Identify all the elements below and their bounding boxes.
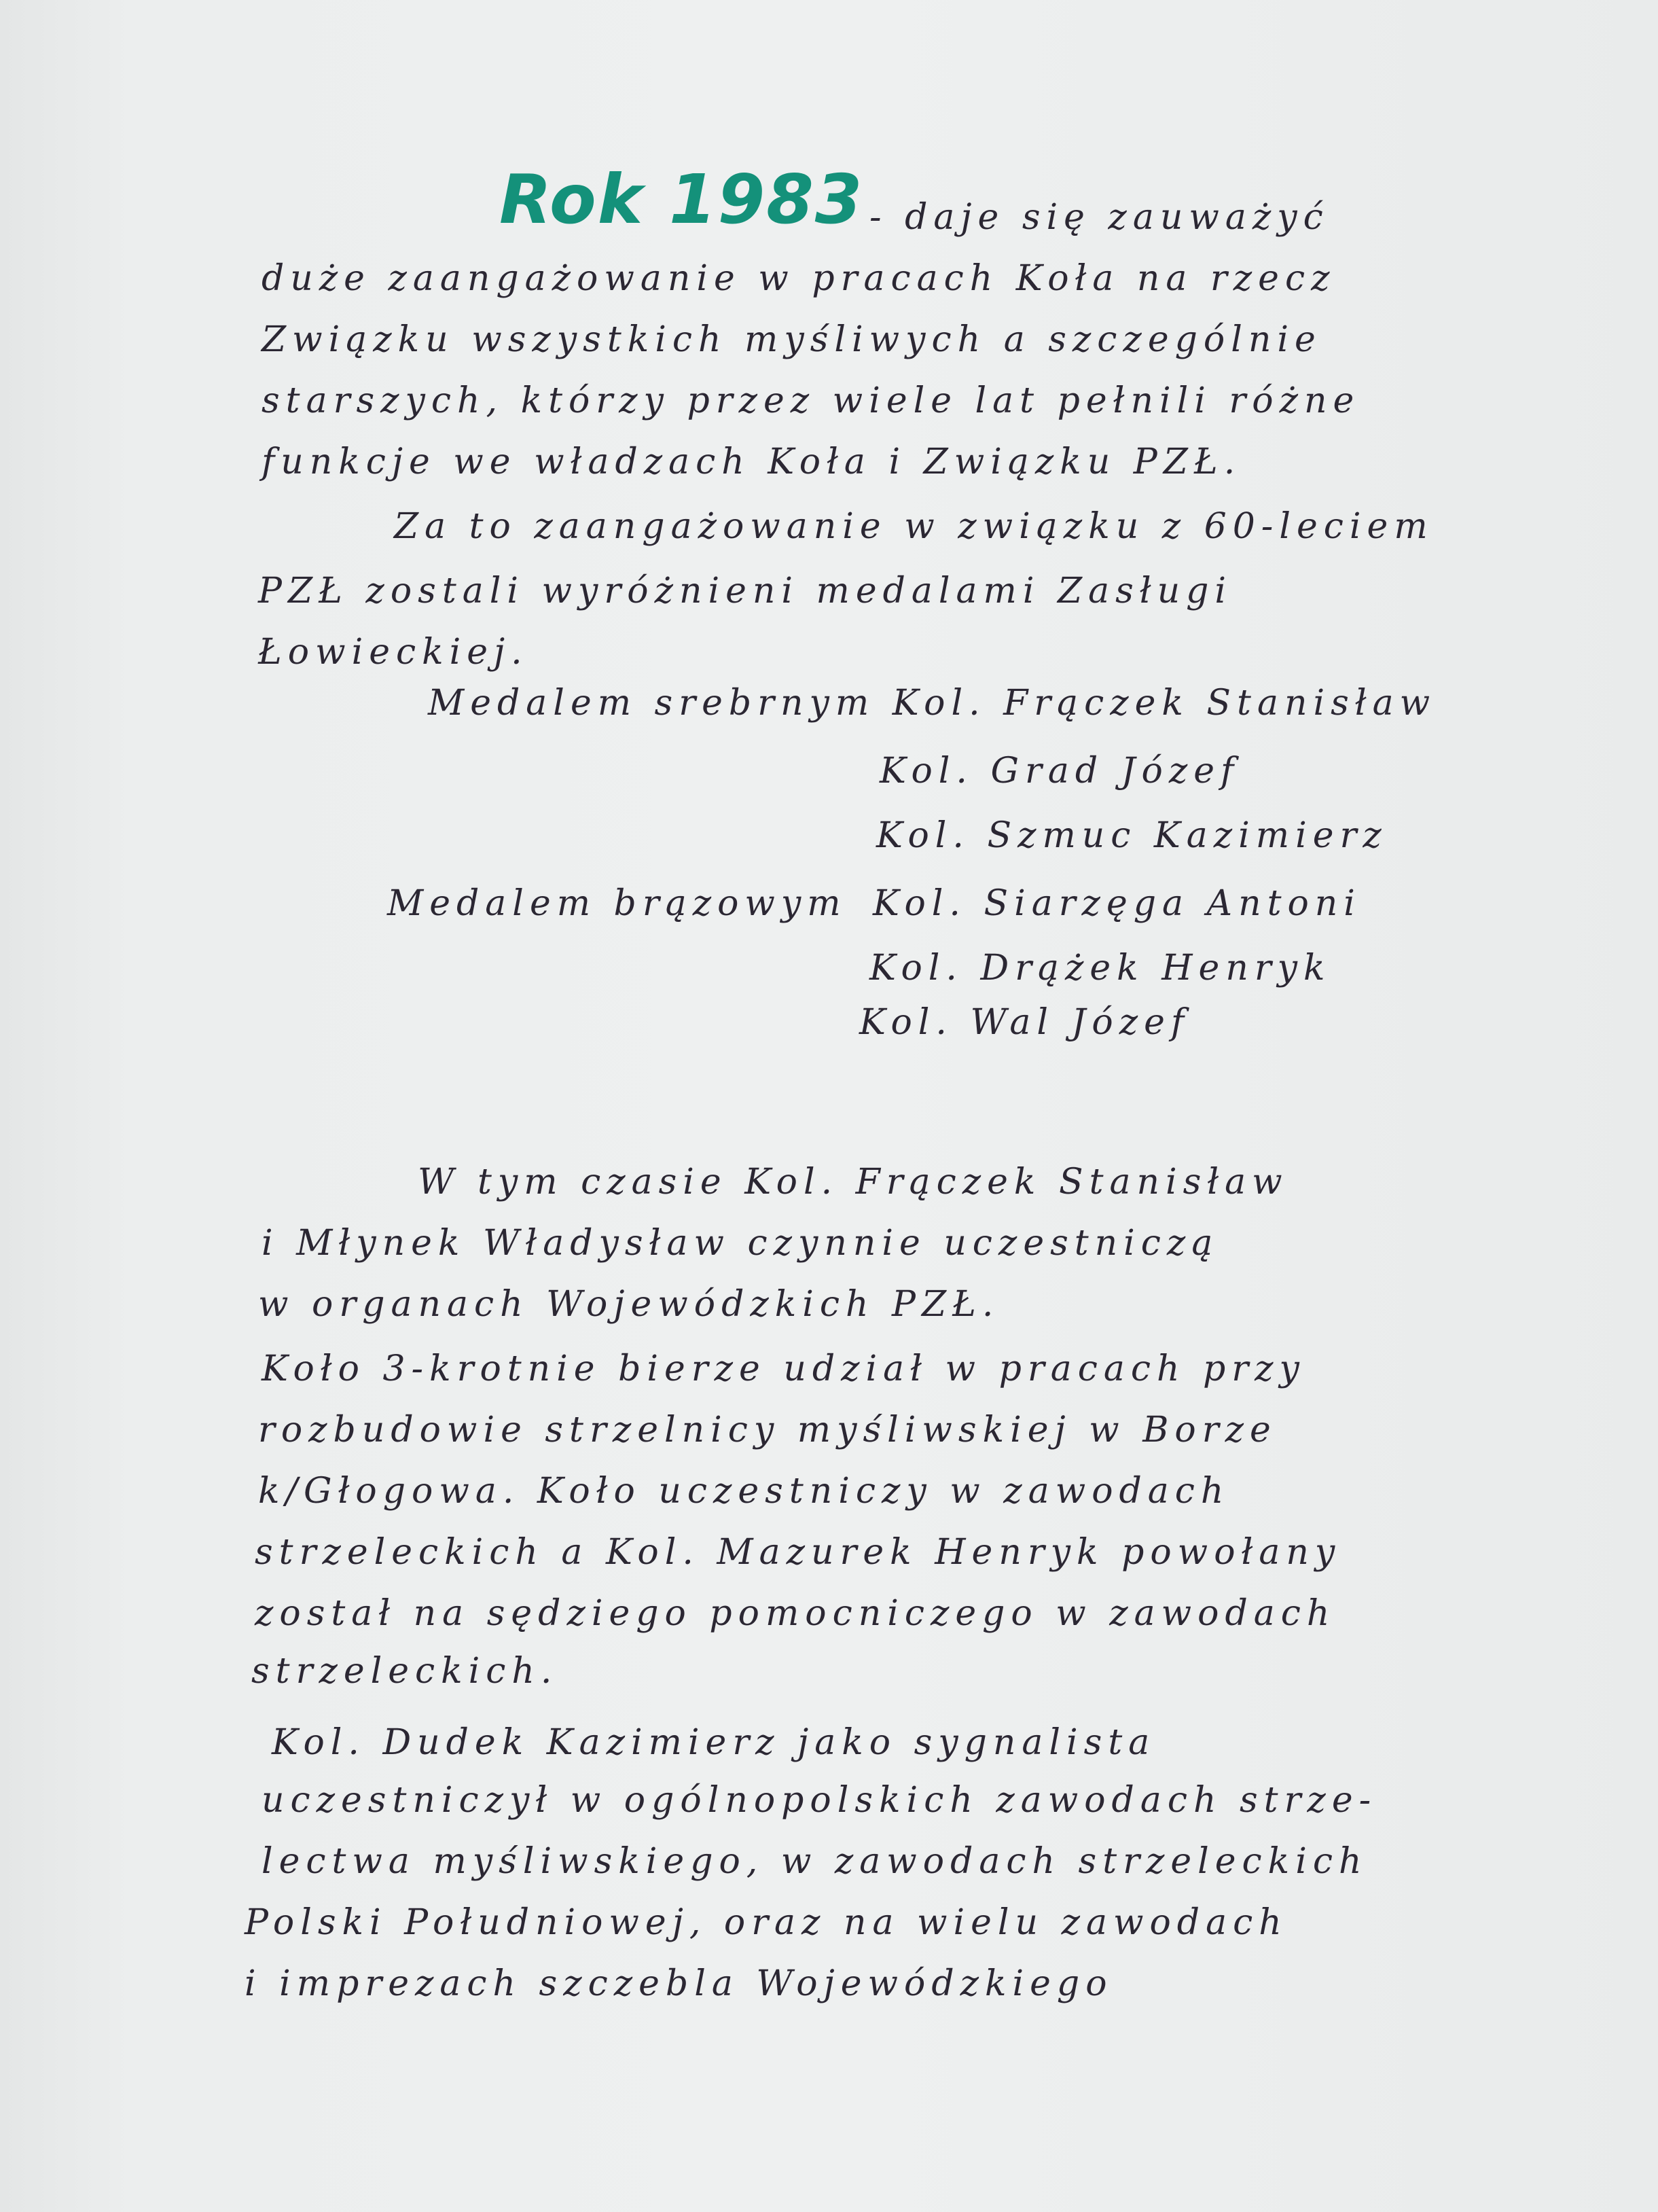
- text-line: Polski Południowej, oraz na wielu zawodach: [245, 1902, 1288, 1943]
- text-line: k/Głogowa. Koło uczestniczy w zawodach: [258, 1471, 1230, 1512]
- text-line: Za to zaangażowanie w związku z 60-leciem: [394, 506, 1434, 547]
- text-line: Kol. Szmuc Kazimierz: [876, 815, 1388, 856]
- text-line: Medalem brązowym: [387, 883, 847, 924]
- text-line: strzeleckich.: [251, 1651, 558, 1692]
- text-line: PZŁ zostali wyróżnieni medalami Zasługi: [258, 571, 1233, 611]
- text-line: Kol. Wal Józef: [859, 1002, 1191, 1043]
- text-line: Kol. Siarzęga Antoni: [873, 883, 1361, 924]
- text-line: Związku wszystkich myśliwych a szczególnie: [262, 319, 1322, 360]
- text-line: Kol. Dudek Kazimierz jako sygnalista: [272, 1722, 1156, 1763]
- text-line: w organach Wojewódzkich PZŁ.: [258, 1284, 1000, 1325]
- text-line: został na sędziego pomocniczego w zawodach: [255, 1593, 1336, 1634]
- document-title: Rok 1983: [499, 160, 864, 239]
- text-line: Kol. Grad Józef: [880, 751, 1240, 791]
- text-line: Kol. Drążek Henryk: [869, 948, 1331, 988]
- text-line: uczestniczył w ogólnopolskich zawodach strze-: [262, 1780, 1377, 1821]
- text-line: - daje się zauważyć: [869, 197, 1329, 238]
- text-line: Koło 3-krotnie bierze udział w pracach przy: [262, 1349, 1305, 1389]
- text-line: lectwa myśliwskiego, w zawodach strzeleckich: [262, 1841, 1368, 1882]
- text-line: i imprezach szczebla Wojewódzkiego: [245, 1963, 1113, 2004]
- text-line: rozbudowie strzelnicy myśliwskiej w Borze: [258, 1410, 1277, 1450]
- text-line: Medalem srebrnym Kol. Frączek Stanisław: [428, 683, 1437, 724]
- text-line: Łowieckiej.: [258, 632, 528, 673]
- text-line: duże zaangażowanie w pracach Koła na rzecz: [262, 258, 1336, 299]
- text-line: W tym czasie Kol. Frączek Stanisław: [418, 1162, 1288, 1202]
- text-line: starszych, którzy przez wiele lat pełnili różne: [262, 380, 1360, 421]
- text-line: i Młynek Władysław czynnie uczestniczą: [262, 1223, 1219, 1264]
- text-line: strzeleckich a Kol. Mazurek Henryk powołany: [255, 1532, 1341, 1573]
- text-line: funkcje we władzach Koła i Związku PZŁ.: [262, 442, 1242, 482]
